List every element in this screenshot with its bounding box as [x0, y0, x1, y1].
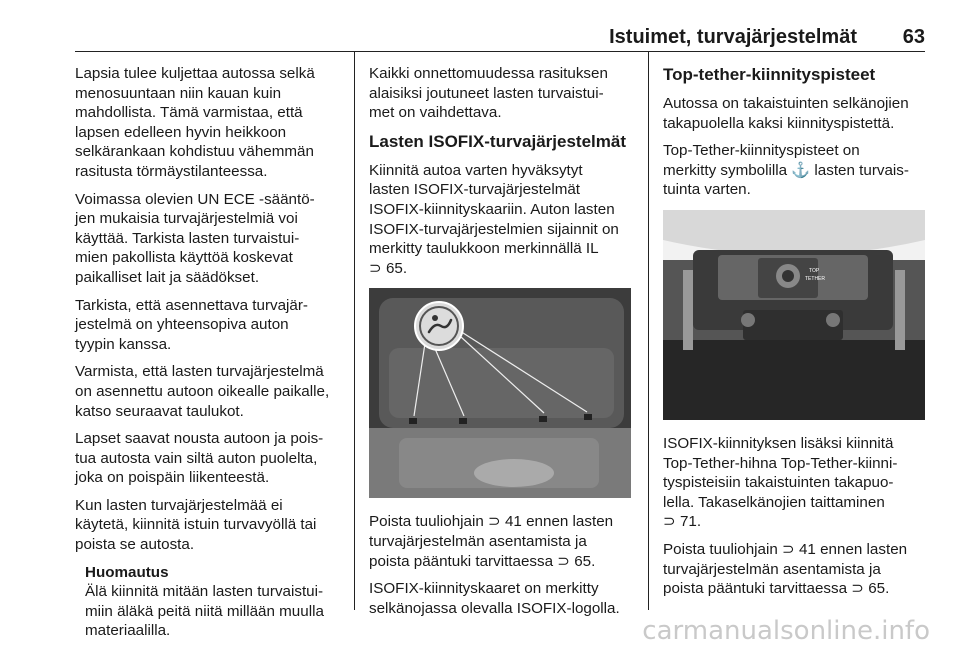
column-divider — [648, 52, 649, 610]
paragraph: Voimassa olevien UN ECE -sääntö- jen mukaisia turvajärjestelmiä voi käyttää. Tarkista lasten turvaistui- mien pakollista käyttöä koskevat paikalliset lait ja säädökset. — [75, 190, 315, 286]
column-3 — [663, 64, 928, 607]
watermark: carmanualsonline.info — [642, 616, 930, 646]
paragraph: ISOFIX-kiinnityksen lisäksi kiinnitä Top-Tether-hihna Top-Tether-kiinni- tyspisteisiin takaistuinten takapuo- lella. Takaselkänojien taittaminen ⊃ 71. — [663, 434, 898, 531]
paragraph: ISOFIX-kiinnityskaaret on merkitty selkänojassa olevalla ISOFIX-logolla. — [369, 580, 620, 617]
top-tether-illustration — [663, 210, 925, 420]
top-tether-label: TETHER — [805, 275, 825, 282]
paragraph: Poista tuuliohjain ⊃ 41 ennen lasten turvajärjestelmän asentamista ja poista pääntuki tarvittaessa ⊃ 65. — [369, 513, 614, 570]
top-tether-trunk-photo — [663, 210, 925, 420]
paragraph: Top-Tether-kiinnityspisteet on merkitty symbolilla ⚓ lasten turvais- tuinta varten. — [663, 142, 909, 199]
note-box: Huomautus Älä kiinnitä mitään lasten turvaistui- miin äläkä peitä niitä millään muulla materiaalilla. — [85, 563, 347, 641]
paragraph: Lapsia tulee kuljettaa autossa selkä menosuuntaan niin kauan kuin mahdollista. Tämä varmistaa, että lapsen edelleen hyvin heikkoon selkärankaan kohdistuu vähemmän rasitusta törmäystilanteessa. — [75, 65, 315, 180]
column-1 — [75, 64, 347, 641]
note-heading: Huomautus — [85, 563, 169, 581]
paragraph: Autossa on takaistuinten selkänojien takapuolella kaksi kiinnityspistettä. — [663, 95, 909, 132]
paragraph: Tarkista, että asennettava turvajär- jestelmä on yhteensopiva auton tyypin kanssa. — [75, 296, 308, 353]
paragraph: Kiinnitä autoa varten hyväksytyt lasten ISOFIX-turvajärjestelmät ISOFIX-kiinnityskaariin. Auton lasten ISOFIX-turvajärjestelmien sijainnit on merkitty taulukkoon merkinnällä IL ⊃ 65. — [369, 161, 619, 277]
paragraph: Varmista, että lasten turvajärjestelmä on asennettu autoon oikealle paikalle, katso seuraavat taulukot. — [75, 363, 330, 420]
header-rule — [75, 51, 925, 52]
top-tether-label: TOP — [809, 267, 820, 274]
paragraph: Lapset saavat nousta autoon ja pois- tua autosta vain siltä auton puolelta, joka on poispäin liikenteestä. — [75, 430, 324, 487]
page-header — [75, 20, 925, 52]
paragraph: Kaikki onnettomuudessa rasituksen alaisiksi joutuneet lasten turvaistui- met on vaihdettava. — [369, 65, 608, 122]
page-number: 63 — [902, 26, 925, 48]
page-title: Istuimet, turvajärjestelmät — [609, 26, 857, 48]
column-2 — [369, 64, 635, 626]
isofix-seat-illustration — [369, 288, 631, 498]
column-divider — [354, 52, 355, 610]
section-heading: Lasten ISOFIX-turvajärjestelmät — [369, 131, 626, 151]
paragraph: Poista tuuliohjain ⊃ 41 ennen lasten turvajärjestelmän asentamista ja poista pääntuki tarvittaessa ⊃ 65. — [663, 540, 908, 598]
section-heading: Top-tether-kiinnityspisteet — [663, 65, 876, 84]
paragraph: Kun lasten turvajärjestelmää ei käytetä, kiinnitä istuin turvavyöllä tai poista se autosta. — [75, 496, 317, 554]
isofix-seat-photo — [369, 288, 631, 498]
